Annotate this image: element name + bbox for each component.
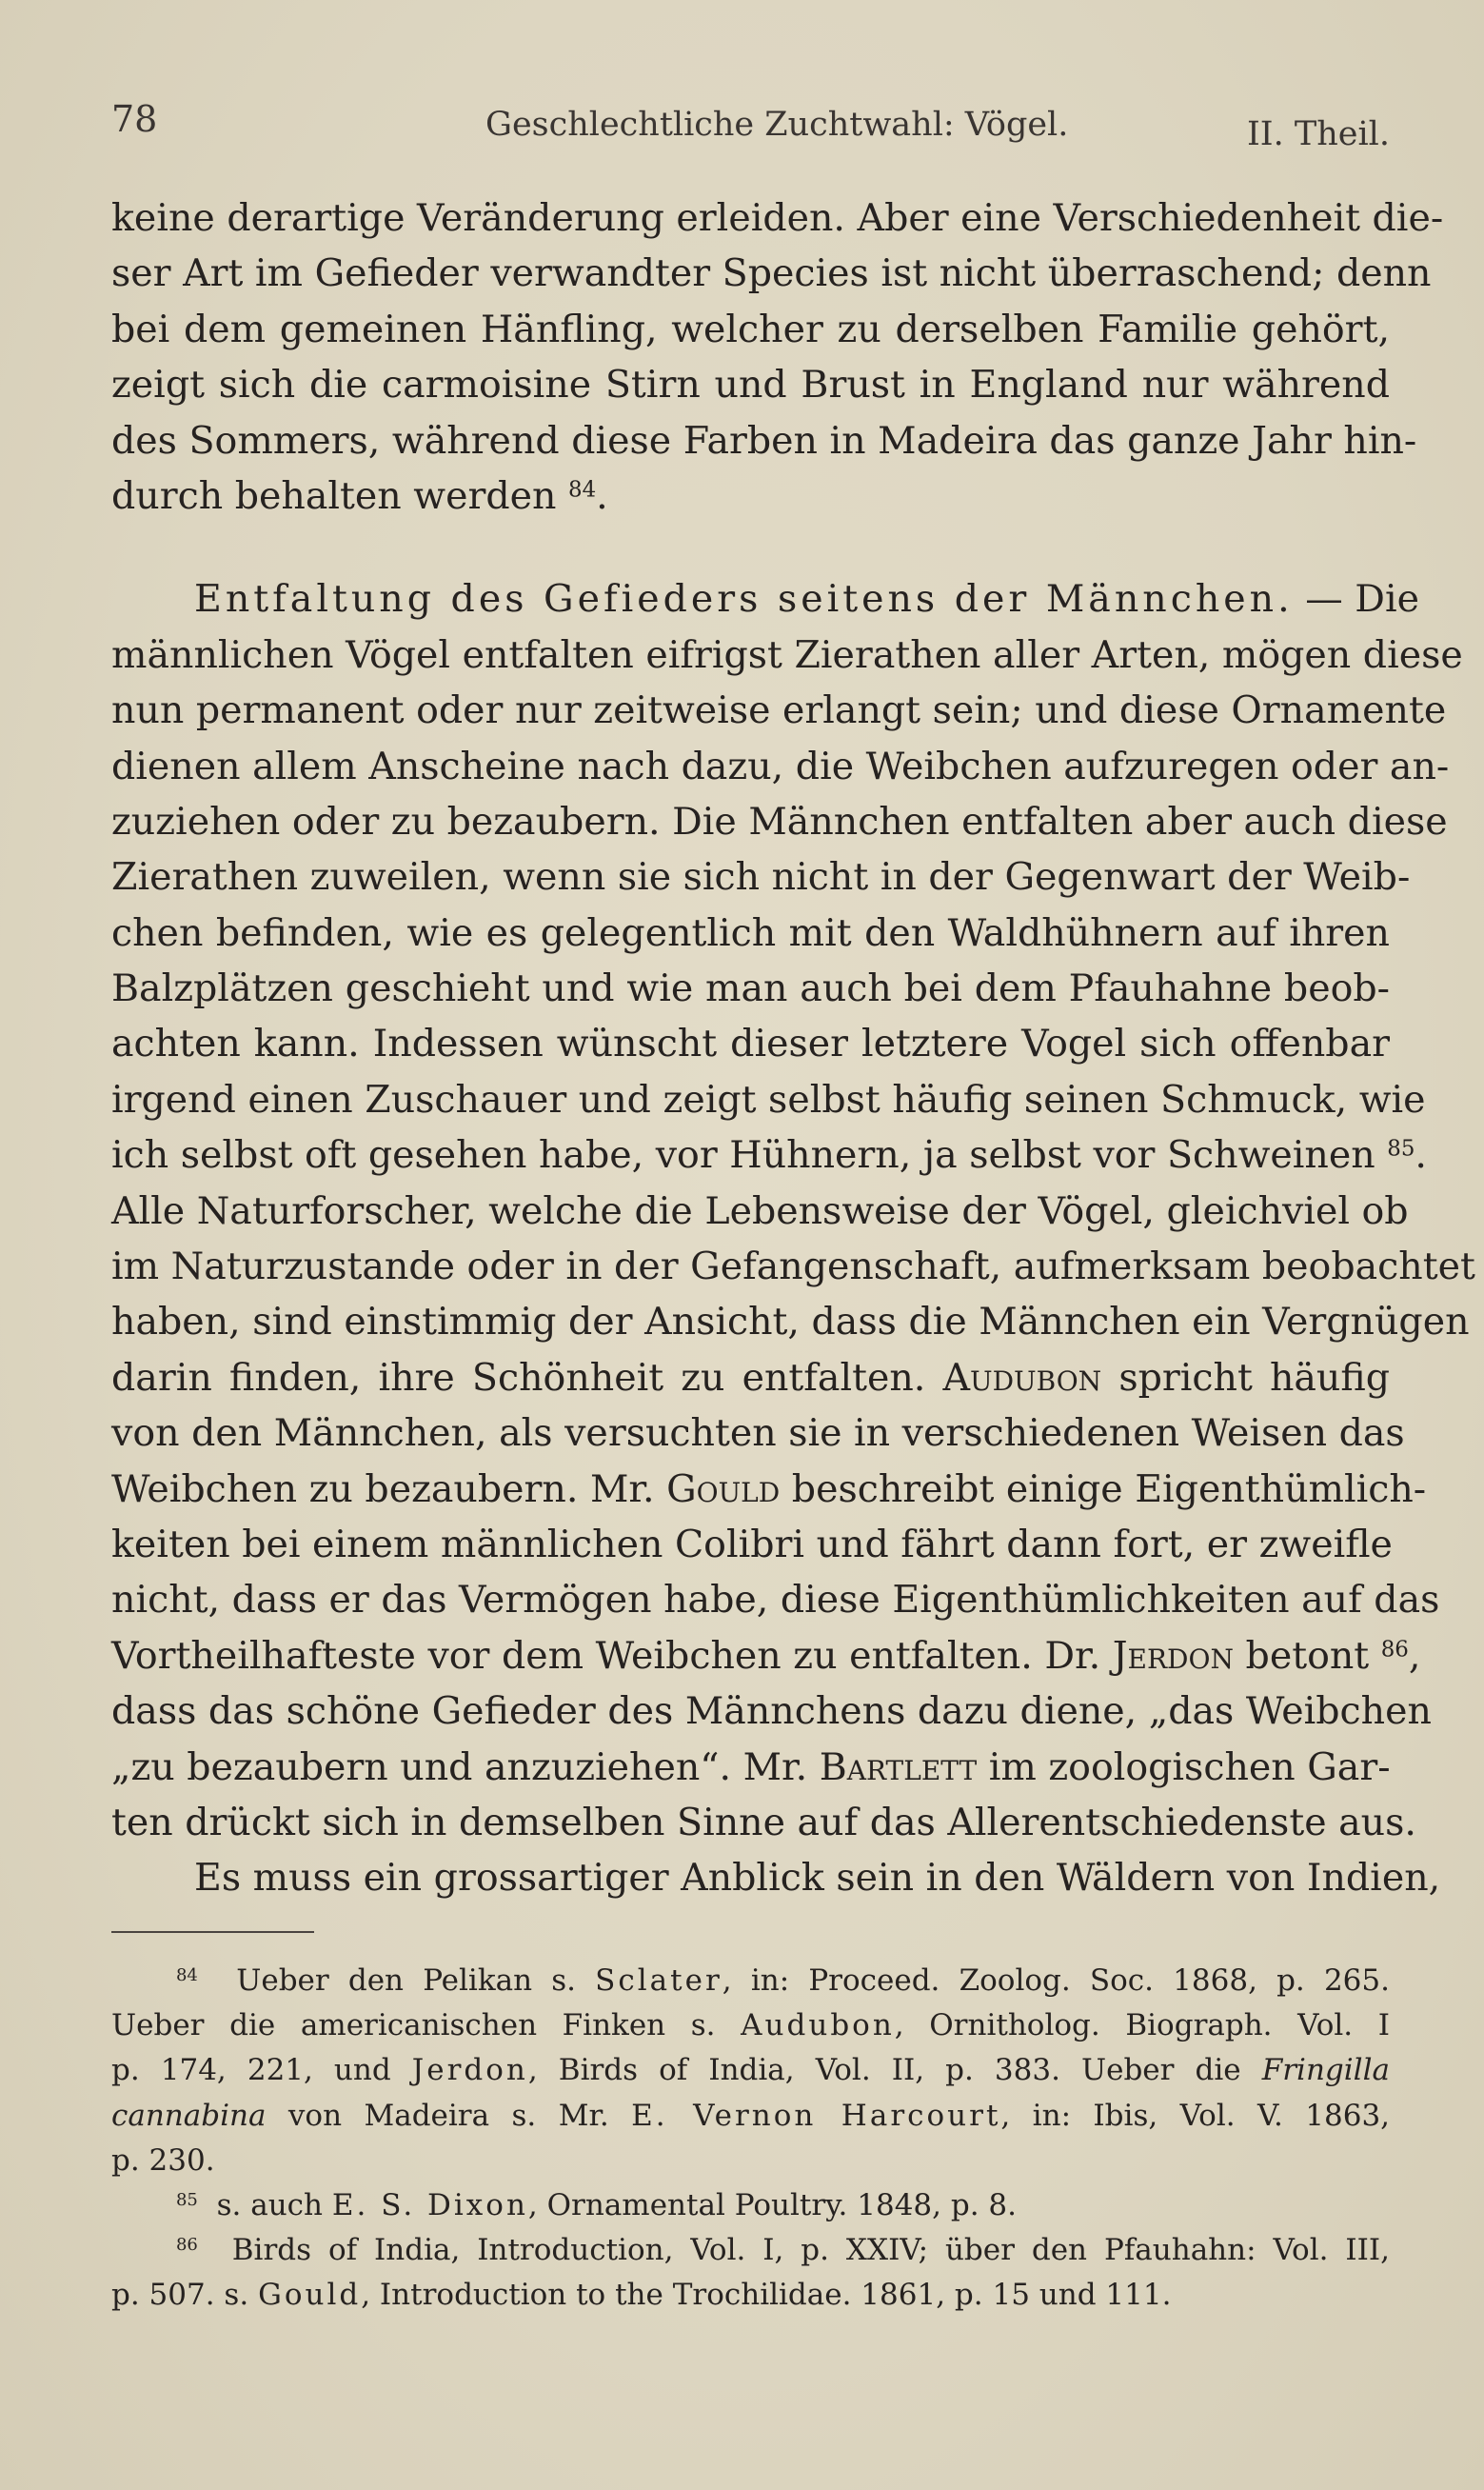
- footnote-84-line: [111, 2048, 1390, 2093]
- footnote-marker: 85: [176, 2190, 198, 2211]
- text-line: nicht, dass er das Vermögen habe, diese Eigenthümlichkeiten auf das: [111, 1578, 1440, 1623]
- text-fragment: .: [1415, 1133, 1427, 1178]
- text-line: im Naturzustande oder in der Gefangenschaft, aufmerksam beobachtet: [111, 1245, 1475, 1289]
- author-name: Audubon: [942, 1355, 1102, 1400]
- footnote-marker: 86: [176, 2235, 198, 2256]
- text-fragment: betont: [1245, 1633, 1370, 1678]
- text-fragment: , Introduction to the Trochilidae. 1861, p. 15 und 111.: [361, 2278, 1172, 2313]
- text-fragment: Vortheilhafteste vor dem Weibchen zu entfalten. Dr.: [111, 1633, 1101, 1678]
- text-fragment: Ueber die americanischen Finken s.: [111, 2008, 716, 2043]
- text-fragment: , in: Ibis, Vol. V. 1863,: [1000, 2098, 1391, 2133]
- text-line: Es muss ein grossartiger Anblick sein in den Wäldern von Indien,: [194, 1856, 1441, 1901]
- text-fragment: , Ornamental Poultry. 1848, p. 8.: [527, 2187, 1017, 2222]
- text-line: [111, 1127, 1427, 1183]
- text-line: zuziehen oder zu bezaubern. Die Männchen entfalten aber auch diese: [111, 799, 1448, 844]
- author-name: E. Vernon Harcourt: [631, 2098, 1001, 2133]
- text-line: des Sommers, während diese Farben in Madeira das ganze Jahr hin-: [111, 418, 1417, 463]
- text-line: nun permanent oder nur zeitweise erlangt sein; und diese Ornamente: [111, 688, 1447, 733]
- text-fragment: ich selbst oft gesehen habe, vor Hühnern, ja selbst vor Schweinen: [111, 1133, 1375, 1178]
- running-header: [111, 98, 1390, 155]
- footnote-divider: [111, 1931, 314, 1933]
- footnote-86-line: [111, 2228, 1390, 2273]
- text-fragment: Ueber den Pelikan s.: [236, 1963, 576, 1998]
- text-line: Alle Naturforscher, welche die Lebensweise der Vögel, gleichviel ob: [111, 1188, 1409, 1233]
- part-label: II. Theil.: [1246, 115, 1390, 153]
- author-name: Gould: [666, 1466, 781, 1511]
- text-line: [111, 468, 1390, 524]
- text-fragment: p. 507. s.: [111, 2278, 249, 2313]
- body-text: [111, 190, 1475, 1906]
- text-line: ser Art im Gefieder verwandter Species ist nicht überraschend; denn: [111, 251, 1432, 296]
- section-heading-line: [111, 571, 1419, 627]
- text-line: Balzplätzen geschieht und wie man auch bei dem Pfauhahne beob-: [111, 966, 1390, 1011]
- author-name: Audubon: [741, 2008, 895, 2043]
- text-fragment: — Die: [1305, 577, 1419, 622]
- footnote-84-line: [111, 2003, 1390, 2048]
- text-line: [111, 1462, 1427, 1517]
- author-name: Sclater: [595, 1963, 722, 1998]
- running-title: Geschlechtliche Zuchtwahl: Vögel.: [485, 106, 1069, 144]
- text-line: ten drückt sich in demselben Sinne auf das Allerentschiedenste aus.: [111, 1800, 1416, 1844]
- footnotes: [111, 1959, 1390, 2319]
- text-fragment: „zu bezaubern und anzuziehen“. Mr.: [111, 1744, 808, 1789]
- text-line: von den Männchen, als versuchten sie in verschiedenen Weisen das: [111, 1411, 1405, 1456]
- page-number: 78: [111, 98, 158, 140]
- footnote-86-line: [111, 2273, 1390, 2318]
- footnote-84-line: [111, 2094, 1390, 2139]
- text-fragment: ,: [1408, 1633, 1421, 1678]
- text-fragment: p. 174, 221, und: [111, 2053, 391, 2088]
- text-fragment: beschreibt einige Eigenthümlich-: [791, 1466, 1427, 1511]
- paragraph-gap: [111, 524, 1390, 571]
- text-line: Zierathen zuweilen, wenn sie sich nicht in der Gegenwart der Weib-: [111, 855, 1411, 900]
- text-fragment: durch behalten werden: [111, 473, 557, 518]
- text-line: dienen allem Anscheine nach dazu, die Weibchen aufzuregen oder an-: [111, 744, 1450, 788]
- footnote-84-line: p. 230.: [111, 2142, 215, 2178]
- footnote-84-line: [111, 1959, 1390, 2003]
- text-line: chen befinden, wie es gelegentlich mit den Waldhühnern auf ihren: [111, 910, 1390, 955]
- text-fragment: Weibchen zu bezaubern. Mr.: [111, 1466, 655, 1511]
- species-name: cannabina: [111, 2098, 267, 2133]
- text-fragment: , Ornitholog. Biograph. Vol. I: [894, 2008, 1390, 2043]
- text-line: keiten bei einem männlichen Colibri und fährt dann fort, er zweifle: [111, 1522, 1393, 1566]
- footnote-ref: 84: [568, 477, 597, 503]
- text-line: irgend einen Zuschauer und zeigt selbst häufig seinen Schmuck, wie: [111, 1077, 1426, 1122]
- text-fragment: Birds of India, Introduction, Vol. I, p. XXIV; über den Pfauhahn: Vol. III,: [231, 2233, 1390, 2268]
- author-name: Jerdon: [411, 2053, 528, 2088]
- author-name: Gould: [258, 2278, 362, 2313]
- text-line: [111, 1740, 1390, 1795]
- footnote-ref: 86: [1380, 1637, 1409, 1663]
- text-line: haben, sind einstimmig der Ansicht, dass die Männchen ein Vergnügen: [111, 1300, 1470, 1345]
- footnote-marker: 84: [176, 1965, 198, 1986]
- text-fragment: , in: Proceed. Zoolog. Soc. 1868, p. 265.: [722, 1963, 1390, 1998]
- author-name: Bartlett: [819, 1744, 978, 1789]
- footnote-85-line: [111, 2183, 1390, 2228]
- footnote-ref: 85: [1387, 1136, 1415, 1162]
- species-name: Fringilla: [1261, 2053, 1390, 2088]
- text-fragment: im zoologischen Gar-: [988, 1744, 1391, 1789]
- author-name: E. S. Dixon: [331, 2187, 528, 2222]
- section-heading: Entfaltung des Gefieders seitens der Männchen.: [194, 577, 1294, 622]
- text-line: männlichen Vögel entfalten eifrigst Zierathen aller Arten, mögen diese: [111, 632, 1463, 677]
- text-line: bei dem gemeinen Hänfling, welcher zu derselben Familie gehört,: [111, 307, 1390, 351]
- text-fragment: spricht häufig: [1118, 1355, 1390, 1400]
- text-fragment: s. auch: [216, 2187, 323, 2222]
- author-name: Jerdon: [1112, 1633, 1234, 1678]
- text-fragment: von Madeira s. Mr.: [287, 2098, 609, 2133]
- text-fragment: , Birds of India, Vol. II, p. 383. Ueber die: [527, 2053, 1241, 2088]
- text-line: keine derartige Veränderung erleiden. Aber eine Verschiedenheit die-: [111, 196, 1444, 240]
- text-line: achten kann. Indessen wünscht dieser letztere Vogel sich offenbar: [111, 1022, 1390, 1066]
- text-line: dass das schöne Gefieder des Männchens dazu diene, „das Weibchen: [111, 1689, 1432, 1734]
- text-line: zeigt sich die carmoisine Stirn und Brust in England nur während: [111, 363, 1390, 408]
- text-line: [111, 1350, 1390, 1405]
- text-fragment: darin finden, ihre Schönheit zu entfalten.: [111, 1355, 926, 1400]
- text-fragment: .: [596, 473, 608, 518]
- text-line: [111, 1628, 1421, 1683]
